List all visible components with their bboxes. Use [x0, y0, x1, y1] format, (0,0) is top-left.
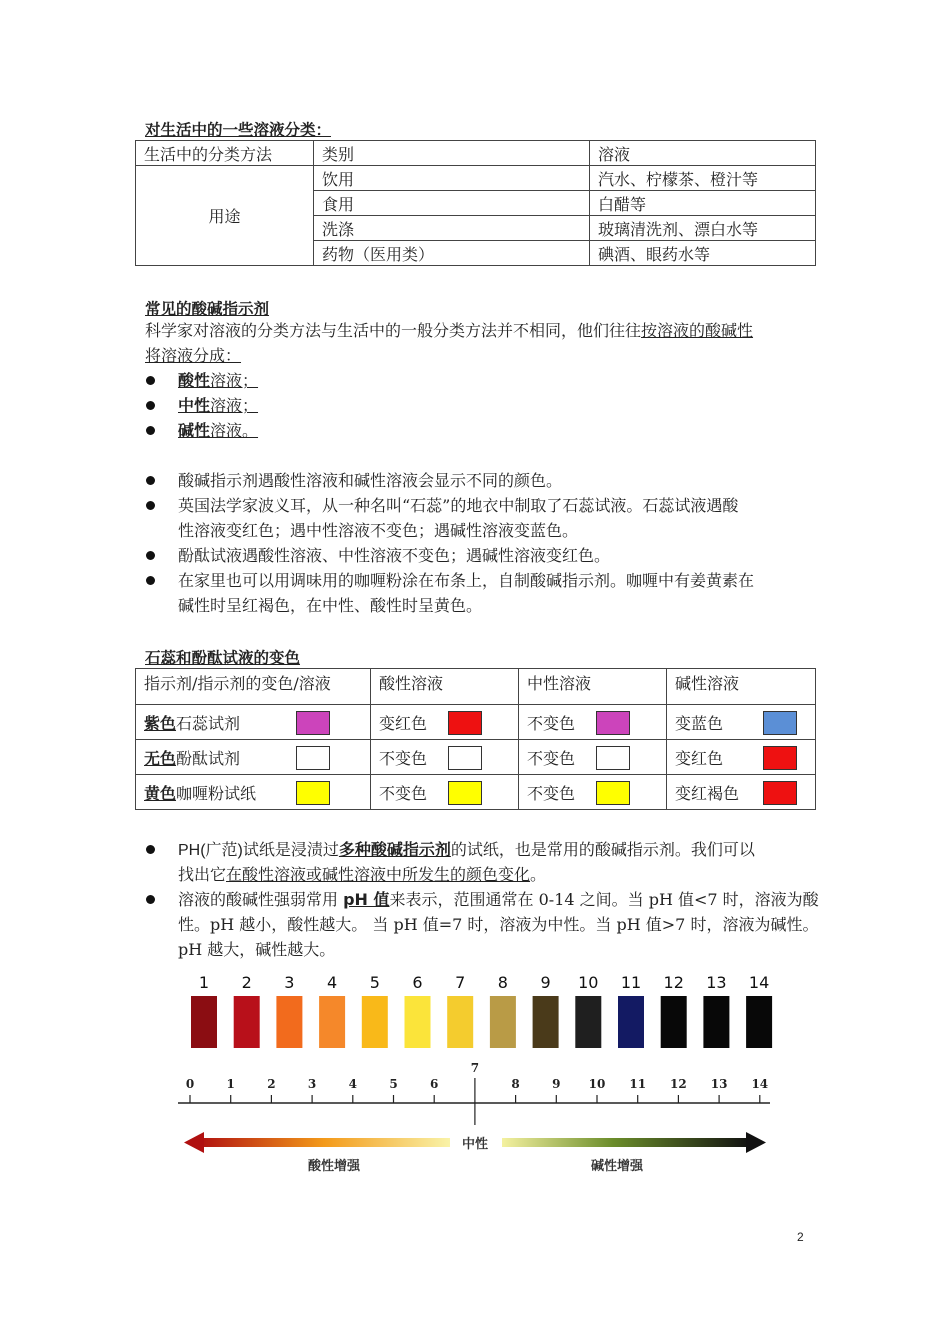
ph-color-swatch — [533, 996, 559, 1048]
ph-color-swatch — [191, 996, 217, 1048]
result-cell: 不变色 — [371, 775, 518, 809]
result-cell: 不变色 — [519, 705, 666, 739]
color-swatch — [596, 746, 630, 770]
ph-strip-label: 10 — [578, 973, 599, 992]
type-base: 碱性溶液。 — [178, 421, 259, 440]
acid-label: 酸性增强 — [307, 1159, 361, 1174]
bullet-text: 性溶液变红色；遇中性溶液不变色；遇碱性溶液变蓝色。 — [178, 521, 579, 540]
table-header: 溶液 — [590, 141, 816, 166]
table-cell: 碘酒、眼药水等 — [590, 241, 816, 266]
table-cell: 汽水、柠檬茶、橙汁等 — [590, 166, 816, 191]
ph-color-swatch — [362, 996, 388, 1048]
table-cell: 白醋等 — [590, 191, 816, 216]
ph-strip-label: 1 — [198, 973, 210, 992]
ph-color-swatch — [276, 996, 302, 1048]
color-swatch — [296, 746, 330, 770]
ph-color-swatch — [703, 996, 729, 1048]
indicator-color-table — [135, 668, 816, 810]
indicator-cell: 黄色咖喱粉试纸 — [136, 775, 370, 809]
bullet-icon — [146, 845, 155, 854]
ph-scale-figure — [0, 960, 950, 1190]
solution-classification-table — [135, 140, 816, 266]
color-swatch — [448, 746, 482, 770]
ph-axis-label: 10 — [588, 1077, 606, 1091]
indicator-cell: 无色酚酞试剂 — [136, 740, 370, 774]
acid-arrow-head-icon — [184, 1132, 204, 1153]
table-cell: 饮用 — [314, 166, 590, 191]
table-cell: 食用 — [314, 191, 590, 216]
result-cell: 变红色 — [667, 740, 815, 774]
table-header: 酸性溶液 — [371, 669, 519, 705]
bullet-icon — [146, 376, 155, 385]
acid-arrow-bar — [198, 1138, 450, 1147]
bullet-icon — [146, 401, 155, 410]
bullet-icon — [146, 476, 155, 485]
ph-axis-label: 4 — [348, 1077, 357, 1091]
ph-strip-label: 3 — [284, 973, 295, 992]
ph-axis-label: 7 — [470, 1061, 480, 1075]
bullet-text: 在家里也可以用调味用的咖喱粉涂在布条上，自制酸碱指示剂。咖喱中有姜黄素在 — [178, 571, 755, 590]
ph-color-swatch — [661, 996, 687, 1048]
type-neutral: 中性溶液； — [178, 396, 259, 415]
ph-color-swatch — [319, 996, 345, 1048]
ph-color-swatch — [447, 996, 473, 1048]
table-cell: 洗涤 — [314, 216, 590, 241]
ph-strip-label: 9 — [540, 973, 551, 992]
ph-color-swatch — [234, 996, 260, 1048]
base-label: 碱性增强 — [590, 1159, 644, 1174]
ph-color-swatch — [746, 996, 772, 1048]
color-swatch — [596, 711, 630, 735]
indicator-cell: 紫色石蕊试剂 — [136, 705, 370, 739]
color-swatch — [448, 711, 482, 735]
ph-value-line3: pH 越大，碱性越大。 — [178, 940, 336, 959]
section1-heading: 对生活中的一些溶液分类： — [145, 121, 332, 139]
ph-axis-label: 5 — [389, 1077, 398, 1091]
bullet-icon — [146, 551, 155, 560]
ph-axis-label: 2 — [267, 1077, 276, 1091]
bullet-icon — [146, 501, 155, 510]
ph-strip-label: 4 — [327, 973, 338, 992]
ph-color-swatch — [490, 996, 516, 1048]
bullet-text: 碱性时呈红褐色，在中性、酸性时呈黄色。 — [178, 596, 483, 615]
ph-axis-label: 0 — [185, 1077, 195, 1091]
ph-strip-label: 8 — [497, 973, 508, 992]
ph-color-swatch — [575, 996, 601, 1048]
section3-heading: 石蕊和酚酞试液的变色 — [145, 649, 301, 667]
intro-line1: 科学家对溶液的分类方法与生活中的一般分类方法并不相同，他们往往按溶液的酸碱性 — [145, 321, 754, 340]
bullet-text: 酚酞试液遇酸性溶液、中性溶液不变色；遇碱性溶液变红色。 — [178, 546, 611, 565]
color-swatch — [596, 781, 630, 805]
result-cell: 不变色 — [519, 775, 666, 809]
ph-axis-label: 9 — [552, 1077, 561, 1091]
color-swatch — [448, 781, 482, 805]
ph-value-line2: 性。pH 越小，酸性越大。 当 pH 值=7 时，溶液为中性。当 pH 值>7 时，溶液为碱性。 — [178, 915, 819, 934]
bullet-icon — [146, 576, 155, 585]
ph-strip-label: 11 — [620, 973, 642, 992]
result-cell: 不变色 — [371, 740, 518, 774]
base-arrow-head-icon — [746, 1132, 766, 1153]
result-cell: 变红褐色 — [667, 775, 815, 809]
ph-axis-label: 1 — [226, 1077, 235, 1091]
ph-axis-label: 13 — [710, 1077, 728, 1091]
type-acid: 酸性溶液； — [178, 371, 259, 390]
ph-strip-label: 2 — [241, 973, 252, 992]
table-header: 类别 — [314, 141, 590, 166]
ph-axis-label: 8 — [511, 1077, 520, 1091]
ph-paper-line1: PH(广范)试纸是浸渍过多种酸碱指示剂的试纸，也是常用的酸碱指示剂。我们可以 — [178, 840, 755, 859]
page-number: 2 — [797, 1230, 804, 1244]
ph-value-line1: 溶液的酸碱性强弱常用 pH 值来表示，范围通常在 0-14 之间。当 pH 值<7 时，溶液为酸 — [178, 890, 819, 909]
color-swatch — [296, 711, 330, 735]
color-swatch — [763, 781, 797, 805]
result-cell: 变蓝色 — [667, 705, 815, 739]
table-cell: 玻璃清洗剂、漂白水等 — [590, 216, 816, 241]
bullet-text: 英国法学家波义耳，从一种名叫“石蕊”的地衣中制取了石蕊试液。石蕊试液遇酸 — [178, 496, 739, 515]
table-header: 碱性溶液 — [667, 669, 816, 705]
result-cell: 不变色 — [519, 740, 666, 774]
result-cell: 变红色 — [371, 705, 518, 739]
ph-strip-label: 14 — [748, 973, 770, 992]
table-header: 指示剂/指示剂的变色/溶液 — [136, 669, 371, 705]
color-swatch — [763, 711, 797, 735]
base-arrow-bar — [502, 1138, 750, 1147]
ph-color-swatch — [405, 996, 431, 1048]
ph-strip-label: 7 — [455, 973, 466, 992]
color-swatch — [763, 746, 797, 770]
table-header: 生活中的分类方法 — [136, 141, 314, 166]
table-header: 中性溶液 — [519, 669, 667, 705]
ph-axis-label: 12 — [670, 1077, 687, 1091]
section2-heading: 常见的酸碱指示剂 — [145, 300, 270, 318]
bullet-icon — [146, 426, 155, 435]
ph-strip-label: 6 — [412, 973, 423, 992]
bullet-text: 酸碱指示剂遇酸性溶液和碱性溶液会显示不同的颜色。 — [178, 471, 563, 490]
intro-line2: 将溶液分成： — [145, 346, 242, 365]
ph-axis-label: 6 — [430, 1077, 439, 1091]
ph-strip-label: 12 — [663, 973, 684, 992]
ph-axis-label: 14 — [751, 1077, 769, 1091]
ph-axis-label: 11 — [629, 1077, 647, 1091]
table-cell: 药物（医用类） — [314, 241, 590, 266]
bullet-icon — [146, 895, 155, 904]
group-cell: 用途 — [136, 166, 314, 266]
ph-strip-label: 13 — [706, 973, 727, 992]
neutral-label: 中性 — [461, 1137, 489, 1152]
ph-color-swatch — [618, 996, 644, 1048]
ph-strip-label: 5 — [369, 973, 380, 992]
color-swatch — [296, 781, 330, 805]
ph-paper-line2: 找出它在酸性溶液或碱性溶液中所发生的颜色变化。 — [178, 865, 547, 884]
ph-axis-label: 3 — [307, 1077, 317, 1091]
